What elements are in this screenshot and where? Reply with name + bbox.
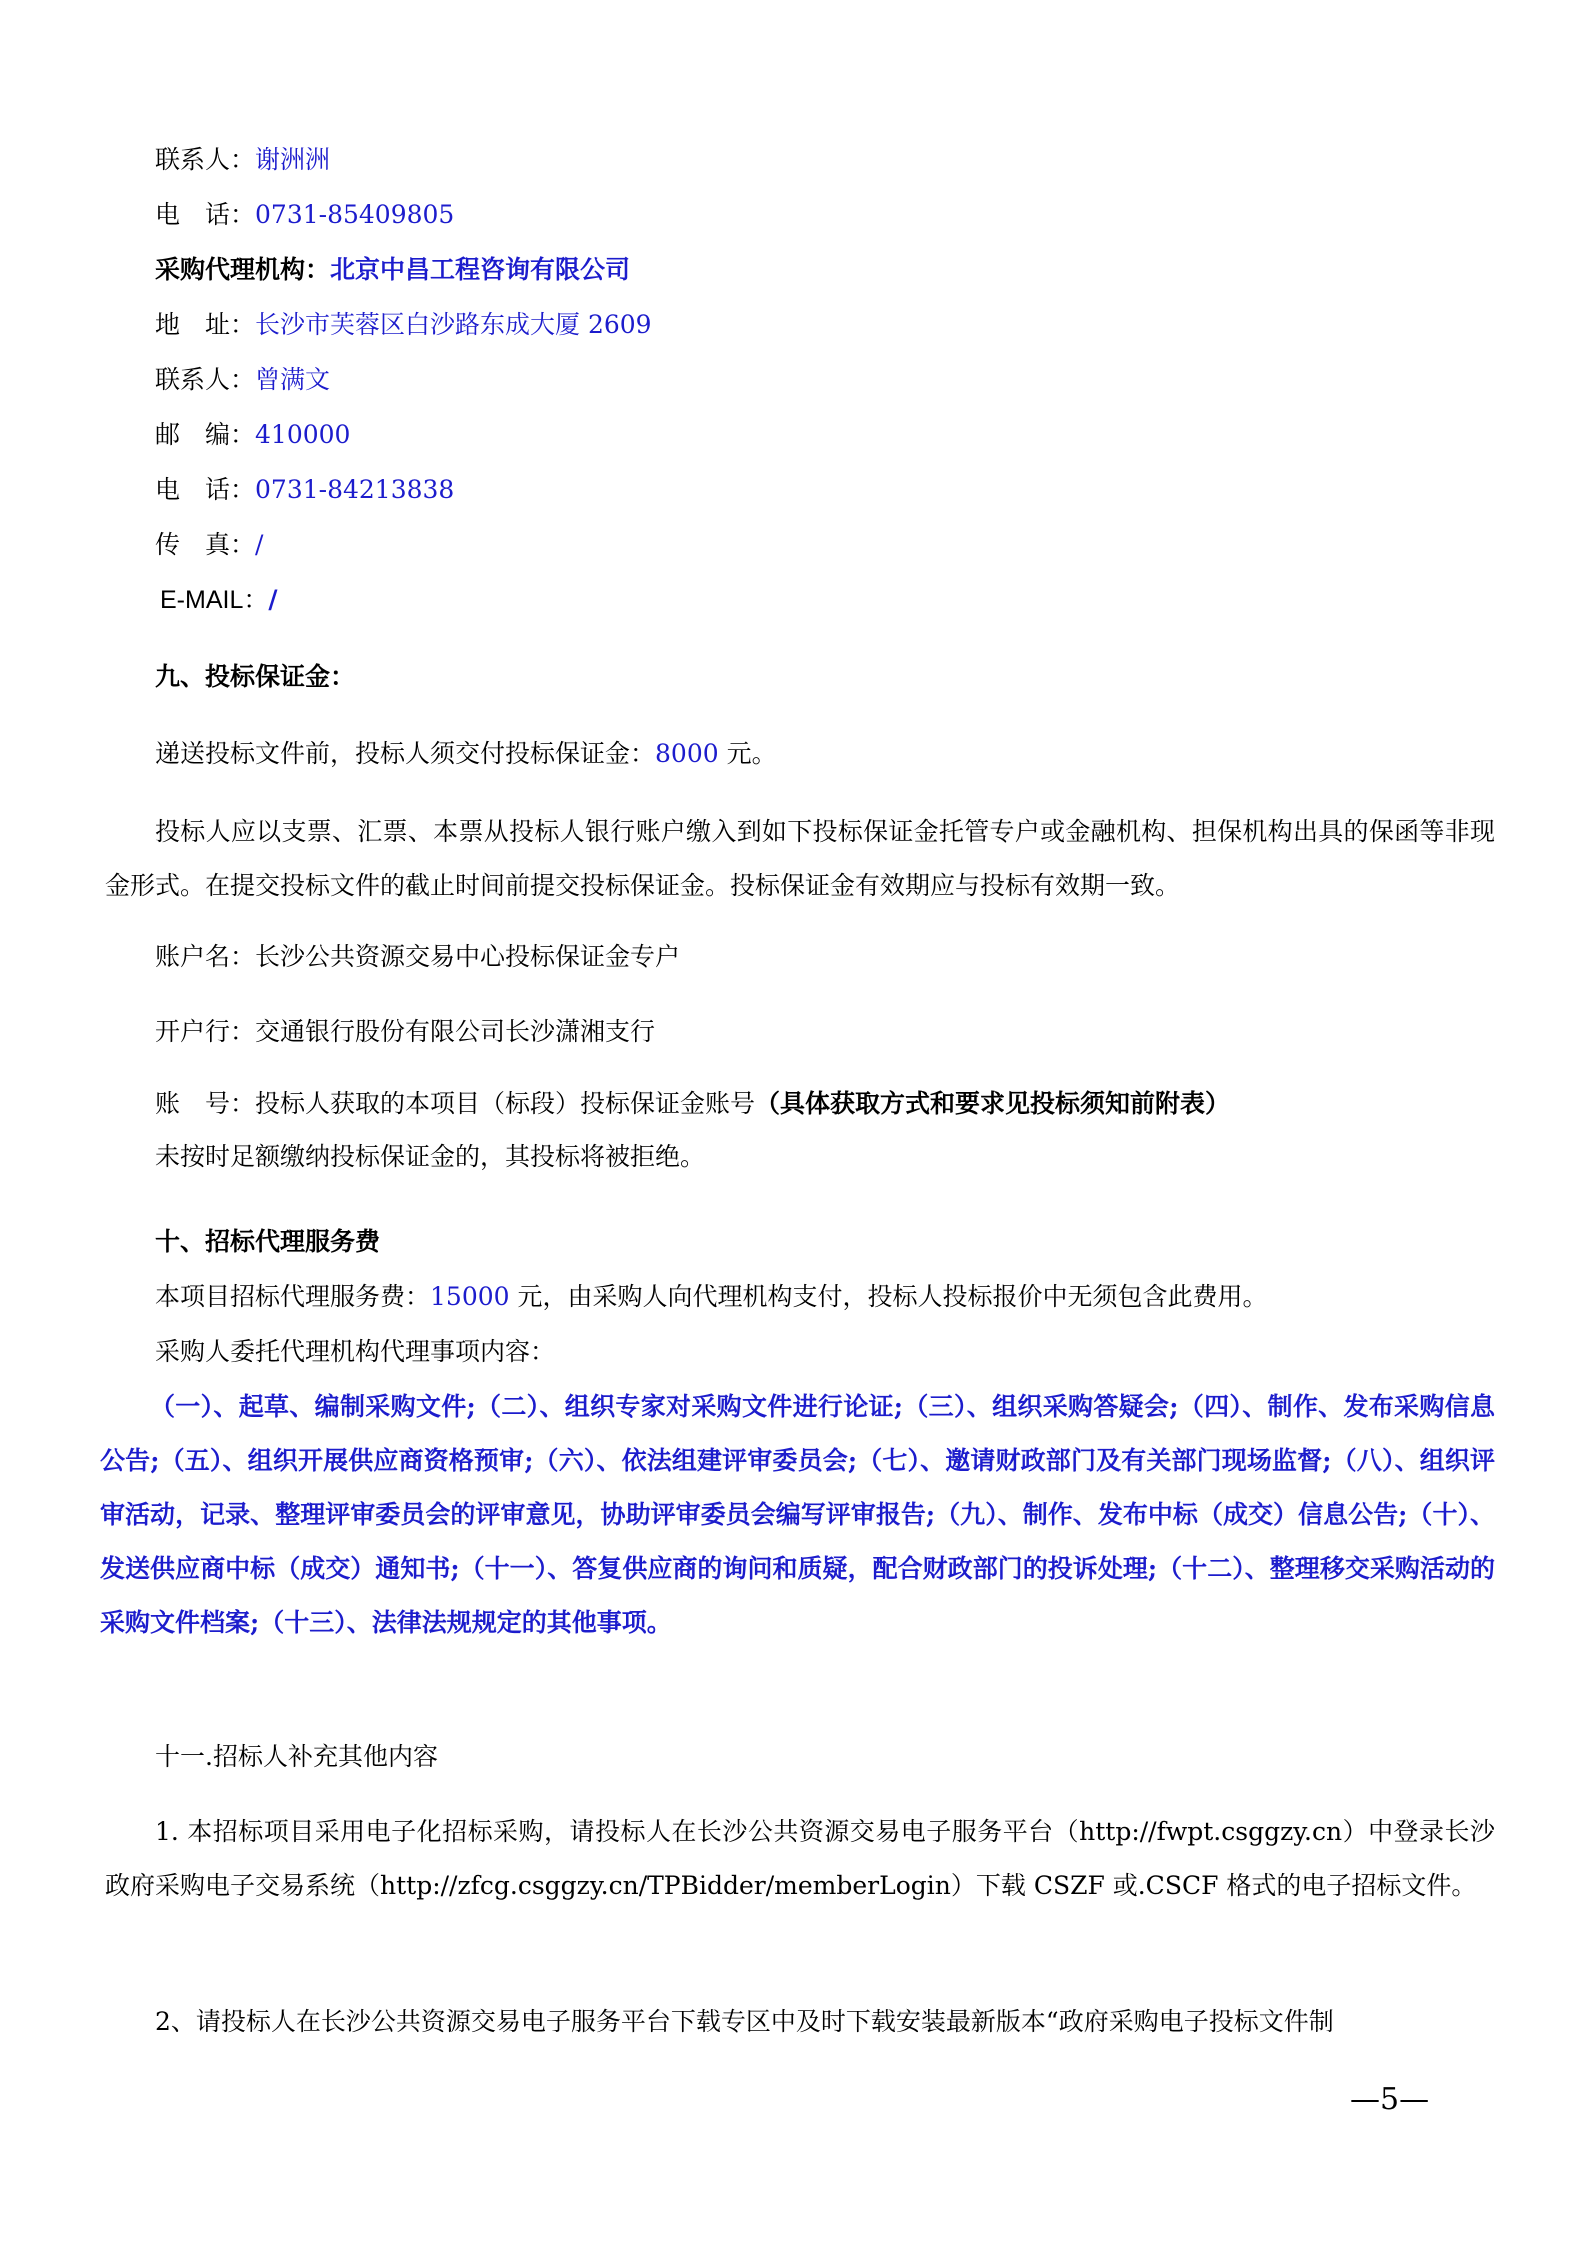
page-number: —5— (1350, 2082, 1430, 2117)
account-number-line (155, 1087, 1495, 1121)
email-row (160, 583, 1500, 617)
email-label: E-MAIL： (160, 586, 269, 614)
phone-label: 电 话： (155, 200, 256, 229)
fee-line (155, 1280, 1495, 1314)
section-10-title: 十、招标代理服务费 (155, 1227, 381, 1256)
contact-value: 曾满文 (255, 365, 331, 394)
fee-prefix: 本项目招标代理服务费： (155, 1282, 431, 1311)
contact-label: 联系人： (155, 365, 256, 394)
section-9-title: 九、投标保证金： (155, 662, 356, 691)
email-value: / (268, 585, 278, 614)
agency-row (155, 253, 1495, 287)
contact-person-row-2 (155, 363, 1495, 397)
phone-value: 0731-85409805 (255, 200, 455, 229)
phone-row-2 (155, 473, 1495, 507)
contact-label: 联系人： (155, 145, 256, 174)
postcode-row (155, 418, 1495, 452)
fax-row (155, 528, 1495, 562)
reject-line: 未按时足额缴纳投标保证金的，其投标将被拒绝。 (155, 1142, 706, 1171)
deposit-line (155, 737, 1495, 771)
fax-label: 传 真： (155, 530, 256, 559)
deposit-methods-paragraph: 投标人应以支票、汇票、本票从投标人银行账户缴入到如下投标保证金托管专户或金融机构、担保机构出具的保函等非现金形式。在提交投标文件的截止时间前提交投标保证金。投标保证金有效期应与投标有效期一致。 (105, 817, 1495, 900)
section-11-item-2: 2、请投标人在长沙公共资源交易电子服务平台下载专区中及时下载安装最新版本“政府采购电子投标文件制 (155, 2007, 1334, 2036)
address-value: 长沙市芙蓉区白沙路东成大厦 2609 (255, 310, 652, 339)
address-label: 地 址： (155, 310, 256, 339)
bank-line: 开户行：交通银行股份有限公司长沙潇湘支行 (155, 1017, 656, 1046)
agency-label: 采购代理机构： (155, 255, 331, 284)
contact-value: 谢洲洲 (255, 145, 331, 174)
fee-suffix: 元，由采购人向代理机构支付，投标人投标报价中无须包含此费用。 (509, 1282, 1268, 1311)
address-row (155, 308, 1495, 342)
deposit-prefix: 递送投标文件前，投标人须交付投标保证金： (155, 739, 656, 768)
agency-value: 北京中昌工程咨询有限公司 (330, 255, 631, 284)
phone-row-1 (155, 198, 1495, 232)
fax-value: / (255, 530, 264, 559)
entrust-label: 采购人委托代理机构代理事项内容： (155, 1337, 556, 1366)
deposit-amount: 8000 (655, 739, 719, 768)
fee-amount: 15000 (430, 1282, 510, 1311)
contact-person-row-1 (155, 143, 1495, 177)
section-11-title: 十一.招标人补充其他内容 (155, 1742, 438, 1771)
account-number-note: （具体获取方式和要求见投标须知前附表） (755, 1089, 1231, 1118)
postcode-value: 410000 (255, 420, 351, 449)
account-number-text: 账 号：投标人获取的本项目（标段）投标保证金账号 (155, 1089, 756, 1118)
phone-label: 电 话： (155, 475, 256, 504)
section-11-item-1: 1. 本招标项目采用电子化招标采购，请投标人在长沙公共资源交易电子服务平台（http://fwpt.csggzy.cn）中登录长沙政府采购电子交易系统（http://zfcg.csggzy.cn/TPBidder/memberLogin）下载 CSZF 或.CSCF 格式的电子招标文件。 (105, 1817, 1495, 1900)
account-name-line: 账户名：长沙公共资源交易中心投标保证金专户 (155, 942, 681, 971)
postcode-label: 邮 编： (155, 420, 256, 449)
deposit-suffix: 元。 (718, 739, 777, 768)
entrust-items-paragraph: （一）、起草、编制采购文件;（二）、组织专家对采购文件进行论证;（三）、组织采购答疑会;（四）、制作、发布采购信息公告;（五）、组织开展供应商资格预审;（六）、依法组建评审委员会;（七）、邀请财政部门及有关部门现场监督;（八）、组织评审活动，记录、整理评审委员会的评审意见，协助评审委员会编写评审报告;（九）、制作、发布中标（成交）信息公告;（十）、发送供应商中标（成交）通知书;（十一）、答复供应商的询问和质疑，配合财政部门的投诉处理;（十二）、整理移交采购活动的采购文件档案;（十三）、法律法规规定的其他事项。 (100, 1392, 1495, 1637)
phone-value: 0731-84213838 (255, 475, 455, 504)
